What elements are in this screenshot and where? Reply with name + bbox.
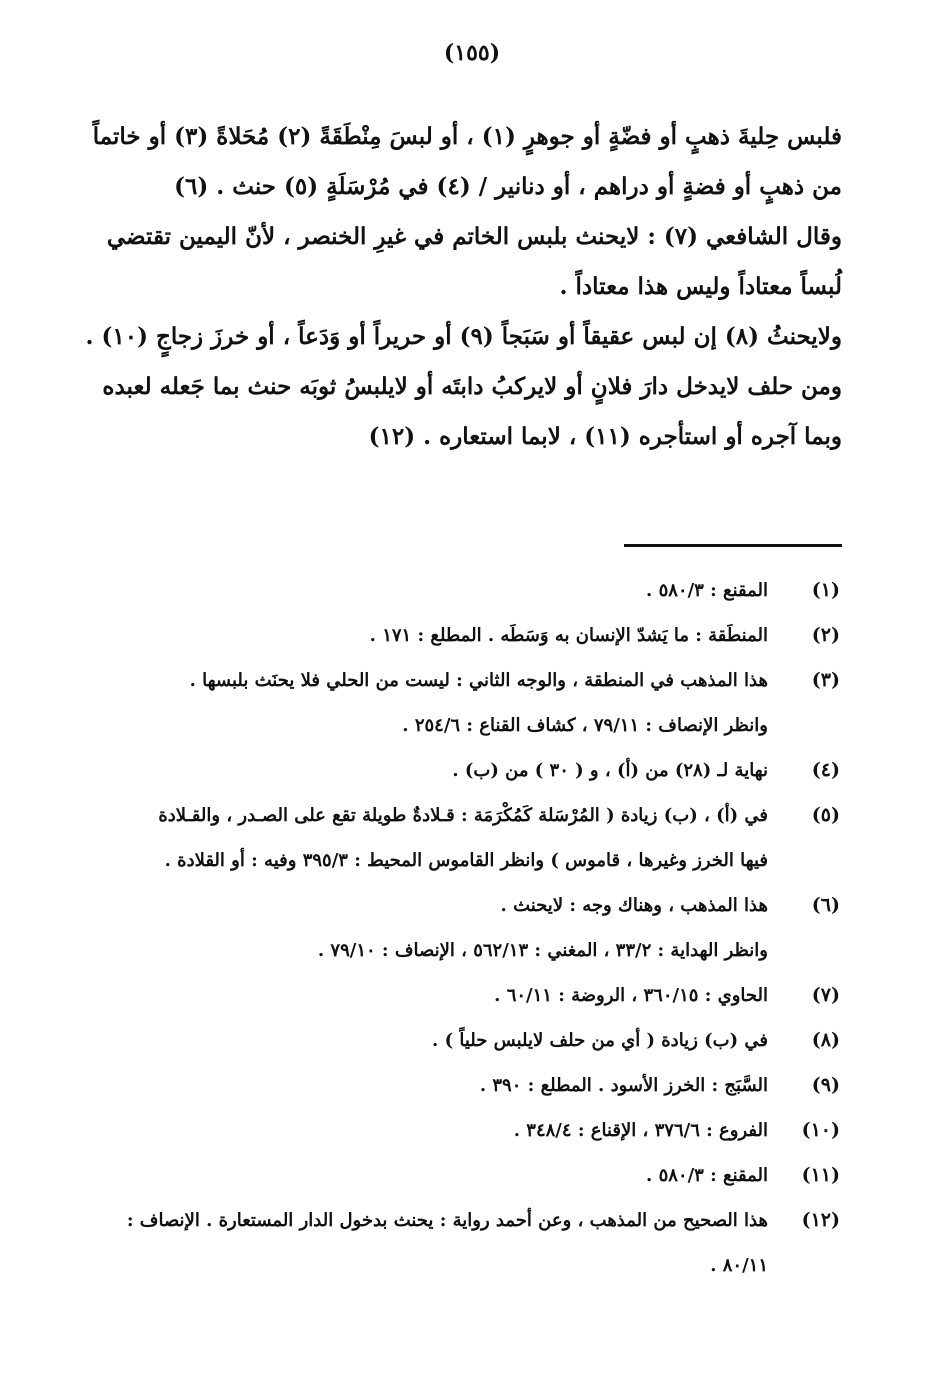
footnote-text: الفروع : ٣٧٦/٦ ، الإقناع : ٣٤٨/٤ . <box>513 1120 768 1141</box>
footnote-5 <box>120 793 840 883</box>
footnote-number: (٥) <box>811 804 840 826</box>
main-text-line: فلبس حِليةَ ذهبٍ أو فضّةٍ أو جوهرٍ (١) ، أو لبسَ مِنْطَقَةً (٢) مُحَلاةً (٣) أو خاتماً <box>92 123 842 150</box>
footnote-separator <box>624 544 842 547</box>
footnote-text: وانظر الإنصاف : ٧٩/١١ ، كشاف القناع : ٢٥٤/٦ . <box>402 715 768 736</box>
footnote-text: هذا المذهب ، وهناك وجه : لايحنث . <box>500 895 768 916</box>
footnote-7 <box>120 973 840 1018</box>
footnote-text: في (أ) ، (ب) زيادة ( المُرْسَلة كَمُكْرَمَة : قـلادةٌ طويلة تقع على الصـدر ، والقـلادة <box>158 805 768 826</box>
footnote-number: (٧) <box>811 984 840 1006</box>
footnote-3 <box>120 658 840 748</box>
footnote-2 <box>120 613 840 658</box>
main-text-line: ولايحنثُ (٨) إن لبس عقيقاً أو سَبَجاً (٩) أو حريراً أو وَدَعاً ، أو خرزَ زجاجٍ (١٠) . <box>85 323 842 350</box>
main-text-line: وقال الشافعي (٧) : لايحنث بلبس الخاتم في غيرِ الخنصر ، لأنّ اليمين تقتضي <box>106 223 842 250</box>
footnote-text: نهاية لـ (٢٨) من (أ) ، و ( ٣٠ ) من (ب) . <box>452 760 768 781</box>
footnote-text: المقنع : ٥٨٠/٣ . <box>646 580 768 601</box>
footnote-8 <box>120 1018 840 1063</box>
footnote-9 <box>120 1063 840 1108</box>
footnote-number: (٦) <box>811 894 840 916</box>
footnote-number: (٤) <box>811 759 840 781</box>
footnote-text: في (ب) زيادة ( أي من حلف لايلبس حلياً ) . <box>432 1030 768 1051</box>
footnote-number: (٨) <box>811 1029 840 1051</box>
footnote-text: هذا الصحيح من المذهب ، وعن أحمد رواية : يحنث بدخول الدار المستعارة . الإنصاف : <box>126 1210 768 1231</box>
main-text-line: لُبساً معتاداً وليس هذا معتاداً . <box>559 273 842 300</box>
footnote-text: وانظر الهداية : ٣٣/٢ ، المغني : ٥٦٢/١٣ ، الإنصاف : ٧٩/١٠ . <box>317 940 768 961</box>
main-text <box>85 112 842 462</box>
footnote-number: (١٠) <box>801 1119 840 1141</box>
footnote-number: (١٢) <box>801 1209 840 1231</box>
footnote-number: (١) <box>811 579 840 601</box>
footnote-text: ٨٠/١١ . <box>710 1255 768 1276</box>
footnote-4 <box>120 748 840 793</box>
footnotes <box>120 568 840 1288</box>
footnote-12 <box>120 1198 840 1288</box>
footnote-text: فيها الخرز وغيرها ، قاموس ) وانظر القاموس المحيط : ٣٩٥/٣ وفيه : أو القلادة . <box>164 850 768 871</box>
footnote-number: (٣) <box>811 669 840 691</box>
footnote-11 <box>120 1153 840 1198</box>
main-text-line: من ذهبٍ أو فضةٍ أو دراهم ، أو دنانير / (٤) في مُرْسَلَةٍ (٥) حنث . (٦) <box>174 173 842 200</box>
footnote-text: هذا المذهب في المنطقة ، والوجه الثاني : ليست من الحلي فلا يحنَث بلبسها . <box>189 670 768 691</box>
footnote-number: (١١) <box>801 1164 840 1186</box>
footnote-6 <box>120 883 840 973</box>
main-text-line: وبما آجره أو استأجره (١١) ، لابما استعاره . (١٢) <box>368 423 842 450</box>
footnote-text: المنطَقة : ما يَشدّ الإنسان به وَسَطَه . المطلع : ١٧١ . <box>369 625 768 646</box>
footnote-text: المقنع : ٥٨٠/٣ . <box>646 1165 768 1186</box>
page-number: (١٥٥) <box>443 40 501 66</box>
footnote-text: السَّبَج : الخرز الأسود . المطلع : ٣٩٠ . <box>479 1075 768 1096</box>
footnote-1 <box>120 568 840 613</box>
footnote-number: (٩) <box>811 1074 840 1096</box>
footnote-text: الحاوي : ٣٦٠/١٥ ، الروضة : ٦٠/١١ . <box>494 985 768 1006</box>
footnote-10 <box>120 1108 840 1153</box>
footnote-number: (٢) <box>811 624 840 646</box>
main-text-line: ومن حلف لايدخل دارَ فلانٍ أو لايركبُ دابتَه أو لايلبسُ ثوبَه حنث بما جَعله لعبده <box>102 373 842 400</box>
